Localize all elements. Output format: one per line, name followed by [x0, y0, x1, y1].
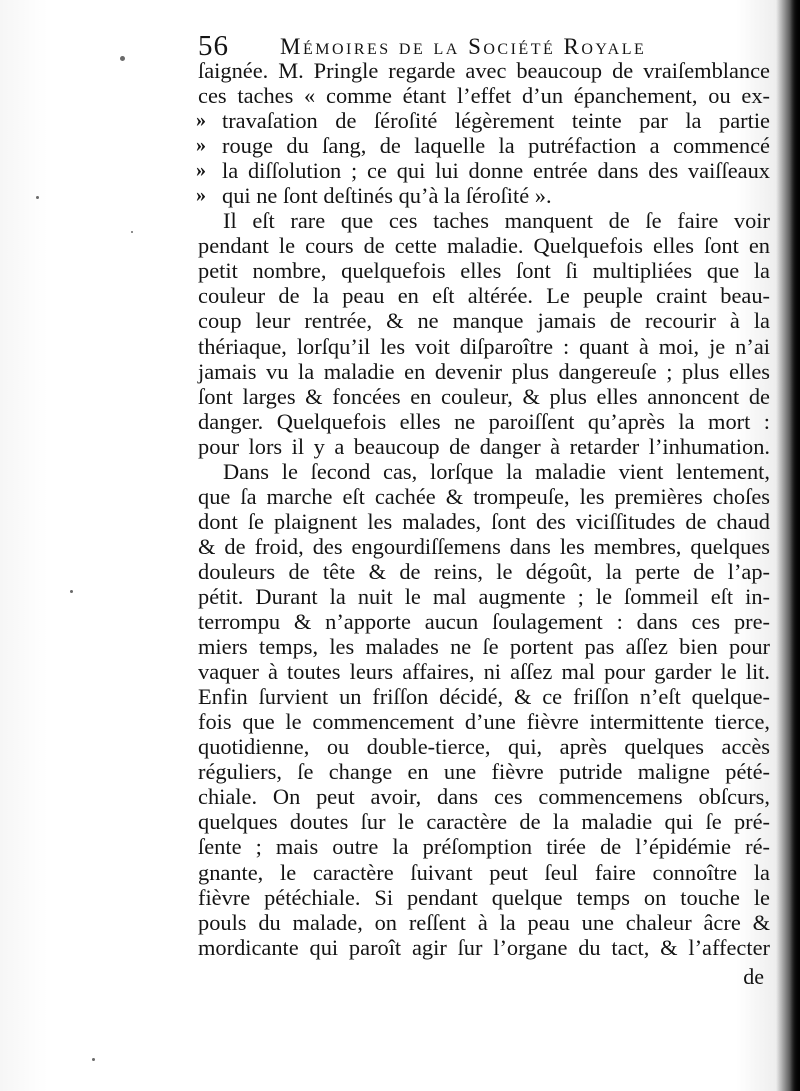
quote-mark: » — [196, 159, 206, 182]
text-line: pouls du malade, on reſſent à la peau une chaleur âcre & — [198, 909, 770, 935]
binding-shadow — [790, 0, 800, 1091]
text-line: rouge du ſang, de laquelle la putréfaction a commencé — [222, 133, 770, 159]
ink-speck — [131, 231, 133, 233]
quote-mark: » — [196, 184, 206, 207]
text-line: ſaignée. M. Pringle regarde avec beaucoup de vraiſemblance — [198, 58, 770, 83]
text-line: thériaque, lorſqu’il les voit diſparoître : quant à moi, je n’ai — [198, 333, 770, 359]
ink-speck — [70, 590, 73, 593]
quote-mark: » — [196, 109, 206, 132]
text-line: quotidienne, ou double-tierce, qui, après quelques accès — [198, 734, 770, 760]
text-line: travaſation de ſéroſité légèrement teinte par la partie — [222, 108, 770, 134]
text-line: ſont larges & foncées en couleur, & plus elles annoncent de — [198, 383, 770, 409]
text-line: pendant le cours de cette maladie. Quelquefois elles ſont en — [198, 233, 770, 259]
text-line: pétit. Durant la nuit le mal augmente ; le ſommeil eſt in- — [198, 583, 770, 609]
text-line: quelques doutes ſur le caractère de la maladie qui ſe pré- — [198, 809, 770, 835]
text-line: terrompu & n’apporte aucun ſoulagement : dans ces pre- — [198, 609, 770, 635]
text-line: gnante, le caractère ſuivant peut ſeul faire connoître la — [198, 859, 770, 885]
quoted-line — [198, 158, 770, 183]
text-line: petit nombre, quelquefois elles ſont ſi multipliées que la — [198, 258, 770, 284]
text-line: danger. Quelquefois elles ne paroiſſent qu’après la mort : — [198, 408, 770, 434]
text-line: chiale. On peut avoir, dans ces commencemens obſcurs, — [198, 784, 770, 810]
text-line: mordicante qui paroît agir ſur l’organe du tact, & l’affecter — [198, 934, 770, 960]
text-line: réguliers, ſe change en une fièvre putride maligne pété- — [198, 759, 770, 785]
text-line: douleurs de tête & de reins, le dégoût, la perte de l’ap- — [198, 558, 770, 584]
ink-speck — [36, 196, 39, 199]
quoted-line — [198, 108, 770, 133]
text-line: Enfin ſurvient un friſſon décidé, & ce friſſon n’eſt quelque- — [198, 684, 770, 710]
quoted-line — [198, 133, 770, 158]
text-line: Il eſt rare que ces taches manquent de ſe faire voir — [223, 208, 770, 234]
body-text — [198, 58, 770, 960]
page-number: 56 — [198, 30, 229, 62]
catchword: de — [743, 964, 764, 989]
text-line: fois que le commencement d’une fièvre intermittente tierce, — [198, 709, 770, 735]
text-line: ces taches « comme étant l’effet d’un épanchement, ou ex- — [198, 83, 770, 109]
text-line: couleur de la peau en eſt altérée. Le peuple craint beau- — [198, 283, 770, 309]
text-line: miers temps, les malades ne ſe portent pas aſſez bien pour — [198, 634, 770, 660]
ink-speck — [92, 1058, 95, 1061]
text-line: pour lors il y a beaucoup de danger à retarder l’inhumation. — [198, 433, 770, 459]
text-line: Dans le ſecond cas, lorſque la maladie vient lentement, — [223, 458, 770, 484]
text-line: vaquer à toutes leurs affaires, ni aſſez mal pour garder le lit. — [198, 659, 770, 685]
quote-mark: » — [196, 134, 206, 157]
text-line: que ſa marche eſt cachée & trompeuſe, les premières choſes — [198, 483, 770, 509]
ink-speck — [120, 56, 125, 61]
text-line: coup leur rentrée, & ne manque jamais de recourir à la — [198, 308, 770, 334]
quoted-line — [198, 183, 770, 208]
text-line: ſente ; mais outre la préſomption tirée de l’épidémie ré- — [198, 834, 770, 860]
text-line: fièvre pétéchiale. Si pendant quelque temps on touche le — [198, 884, 770, 910]
text-line: jamais vu la maladie en devenir plus dangereuſe ; plus elles — [198, 358, 770, 384]
text-line: la diſſolution ; ce qui lui donne entrée dans des vaiſſeaux — [222, 158, 770, 184]
text-line: & de froid, des engourdiſſemens dans les membres, quelques — [198, 533, 770, 559]
text-line: qui ne ſont deſtinés qu’à la ſéroſité ». — [222, 183, 552, 209]
text-line: dont ſe plaignent les malades, ſont des viciſſitudes de chaud — [198, 508, 770, 534]
running-head: Mémoires de la Société Royale — [280, 34, 647, 59]
